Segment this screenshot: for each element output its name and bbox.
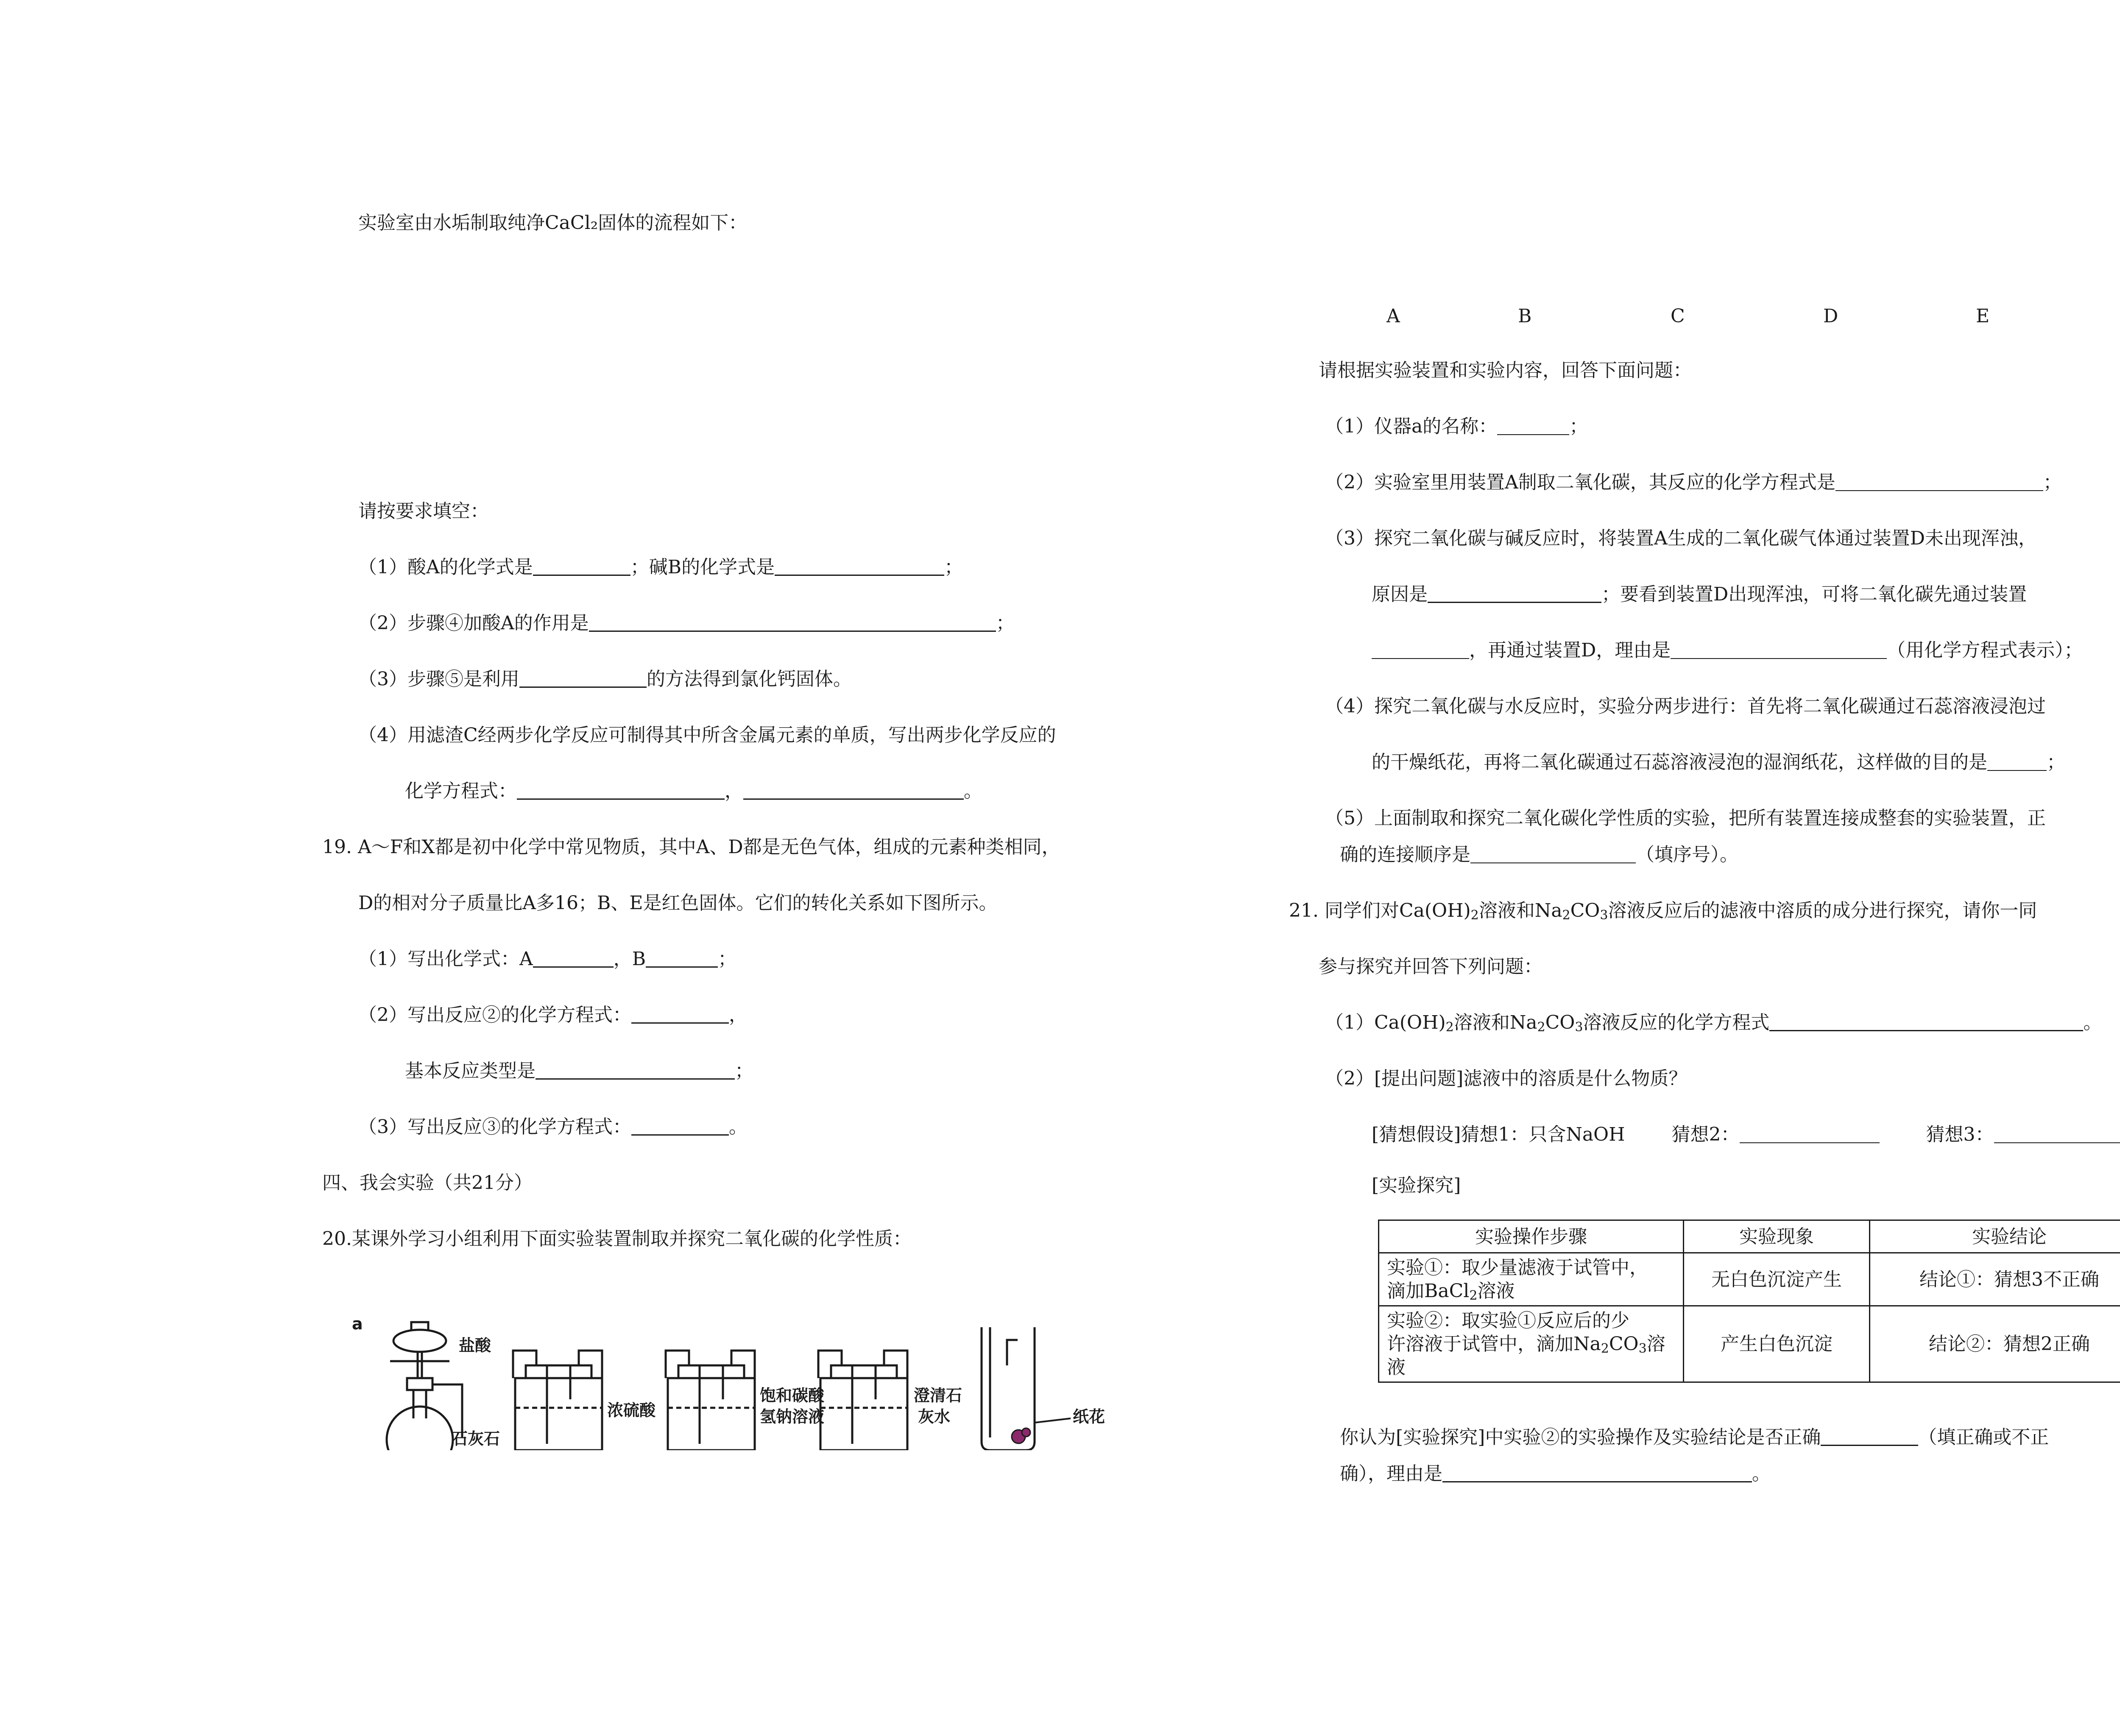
fill-prompt: 请按要求填空： — [358, 500, 489, 522]
table-cell: 实验①：取少量滤液于试管中， 滴加BaCl$_2$溶液 — [1379, 1253, 1684, 1306]
apparatus-label-hcl: 盐酸 — [459, 1336, 491, 1355]
q20-part5-cont: 确的连接顺序是 （填序号）。 — [1340, 844, 1738, 865]
q19-stem: 19. A～F和X都是初中化学中常见物质，其中A、D都是无色气体，组成的元素种类相同， — [322, 836, 1060, 858]
answer-blank[interactable] — [1497, 417, 1569, 435]
q21-final: 你认为[实验探究]中实验②的实验操作及实验结论是否正确 （填正确或不正 — [1340, 1426, 2049, 1448]
q20-part3-sequence: ，再通过装置D，理由是 （用化学方程式表示）； — [1372, 639, 2083, 662]
answer-blank[interactable] — [646, 949, 718, 968]
answer-blank[interactable] — [1372, 641, 1469, 659]
answer-blank[interactable] — [1442, 1464, 1752, 1482]
apparatus-label-limestone: 石灰石 — [452, 1429, 500, 1448]
q21-stem: 21. 同学们对$Ca(OH)_2$溶液和$Na_2CO_3$溶液反应后的滤液中溶质的成分进行探究，请你一同 — [1289, 900, 2037, 923]
answer-blank[interactable] — [1470, 846, 1636, 863]
device-label-B: B — [1518, 305, 1532, 327]
q20-part1: （1）仪器a的名称： ； — [1325, 416, 1588, 437]
apparatus-label-limewater-line2: 灰水 — [918, 1407, 951, 1426]
paper-flower-icon — [1012, 1428, 1030, 1443]
apparatus-label-nahco3: 饱和碳酸 — [760, 1386, 825, 1405]
q19-part2: （2）写出反应②的化学方程式： ， — [358, 1004, 748, 1026]
q20-part3: （3）探究二氧化碳与碱反应时，将装置A生成的二氧化碳气体通过装置D未出现浑浊， — [1325, 527, 2037, 549]
q21-part2-question: （2）[提出问题]滤液中的溶质是什么物质？ — [1325, 1068, 1688, 1089]
answer-blank[interactable] — [1987, 753, 2047, 771]
device-label-A: A — [1386, 305, 1400, 327]
q20-part4: （4）探究二氧化碳与水反应时，实验分两步进行：首先将二氧化碳通过石蕊溶液浸泡过 — [1325, 695, 2046, 717]
q20-part5: （5）上面制取和探究二氧化碳化学性质的实验，把所有装置连接成整套的实验装置，正 — [1325, 807, 2046, 829]
q18-part4: （4）用滤渣C经两步化学反应可制得其中所含金属元素的单质，写出两步化学反应的 — [358, 724, 1056, 746]
answer-blank[interactable] — [1821, 1428, 1918, 1446]
table-header: 实验操作步骤 — [1379, 1220, 1684, 1253]
answer-blank[interactable] — [631, 1005, 729, 1024]
q18-part1: （1）酸A的化学式是 ；碱B的化学式是 ； — [358, 556, 963, 578]
q18-part2: （2）步骤④加酸A的作用是 ； — [358, 612, 1015, 634]
apparatus-label-a: a — [352, 1315, 363, 1333]
section-heading: 四、我会实验（共21分） — [322, 1172, 533, 1194]
q21-hypotheses: [猜想假设]猜想1：只含NaOH 猜想2： 猜想3： — [1372, 1124, 2120, 1146]
answer-blank[interactable] — [589, 614, 996, 632]
q20-stem: 20.某课外学习小组利用下面实验装置制取并探究二氧化碳的化学性质： — [322, 1228, 912, 1250]
device-label-E: E — [1976, 305, 1990, 327]
apparatus-diagram — [348, 1315, 1217, 1450]
q19-stem-cont: D的相对分子质量比A多16；B、E是红色固体。它们的转化关系如下图所示。 — [358, 892, 998, 914]
table-header: 实验现象 — [1684, 1220, 1870, 1253]
apparatus-label-h2so4: 浓硫酸 — [607, 1401, 656, 1420]
table-cell: 无白色沉淀产生 — [1684, 1253, 1870, 1306]
table-row — [1379, 1253, 2120, 1306]
answer-blank[interactable] — [1994, 1125, 2120, 1143]
q21-part1: $(1)Ca(OH)_2$溶液和$Na_2CO_3$溶液反应的化学方程式 。 — [1325, 1012, 2102, 1035]
q20-part3-reason: 原因是 ；要看到装置D出现浑浊，可将二氧化碳先通过装置 — [1372, 583, 2027, 605]
answer-blank[interactable] — [517, 781, 725, 800]
answer-blank[interactable] — [533, 558, 630, 576]
leader-line — [1035, 1410, 1073, 1427]
q21-stem-cont: 参与探究并回答下列问题： — [1319, 956, 1543, 977]
table-cell: 实验②：取实验①反应后的少 许溶液于试管中，滴加$Na_2CO_3$溶 液 — [1379, 1306, 1684, 1382]
table-header-row — [1379, 1220, 2120, 1253]
flow-intro: 实验室由水垢制取纯净CaCl₂固体的流程如下： — [358, 212, 748, 234]
answer-blank[interactable] — [775, 558, 944, 576]
apparatus-label-nahco3-line2: 氢钠溶液 — [760, 1407, 825, 1426]
answer-blank[interactable] — [1769, 1013, 2083, 1031]
answer-blank[interactable] — [519, 670, 647, 688]
q19-part3: （3）写出反应③的化学方程式： 。 — [358, 1116, 748, 1138]
table-row — [1379, 1306, 2120, 1382]
answer-blank[interactable] — [533, 949, 614, 968]
device-label-D: D — [1823, 305, 1838, 327]
q19-part1: （1）写出化学式：A ，B ； — [358, 948, 737, 970]
answer-blank[interactable] — [631, 1117, 729, 1136]
experiment-table — [1378, 1220, 2120, 1383]
device-label-C: C — [1671, 305, 1685, 327]
apparatus-label-limewater: 澄清石 — [914, 1386, 962, 1405]
q20-part2: （2）实验室里用装置A制取二氧化碳，其反应的化学方程式是 ； — [1325, 472, 2062, 493]
table-cell: 结论②：猜想2正确 — [1870, 1306, 2120, 1382]
answer-blank[interactable] — [1671, 641, 1887, 659]
table-cell: 结论①：猜想3不正确 — [1870, 1253, 2120, 1306]
q19-part2-type: 基本反应类型是 ； — [405, 1060, 753, 1082]
answer-blank[interactable] — [536, 1061, 735, 1080]
q18-part3: （3）步骤⑤是利用 的方法得到氯化钙固体。 — [358, 668, 852, 690]
apparatus-label-paper-flower: 纸花 — [1073, 1407, 1105, 1426]
experiment-heading: [实验探究] — [1372, 1175, 1461, 1196]
q20-part4-cont: 的干燥纸花，再将二氧化碳通过石蕊溶液浸泡的湿润纸花，这样做的目的是 ； — [1372, 751, 2065, 773]
q18-part4-equations: 化学方程式： ， 。 — [405, 780, 982, 802]
answer-blank[interactable] — [1740, 1125, 1880, 1143]
answer-blank[interactable] — [1835, 473, 2043, 491]
answer-blank[interactable] — [743, 781, 964, 800]
q21-final-cont: 确），理由是 。 — [1340, 1463, 1771, 1485]
answer-blank[interactable] — [1428, 585, 1601, 603]
q20-prompt: 请根据实验装置和实验内容，回答下面问题： — [1319, 360, 1692, 381]
table-cell: 产生白色沉淀 — [1684, 1306, 1870, 1382]
table-header: 实验结论 — [1870, 1220, 2120, 1253]
